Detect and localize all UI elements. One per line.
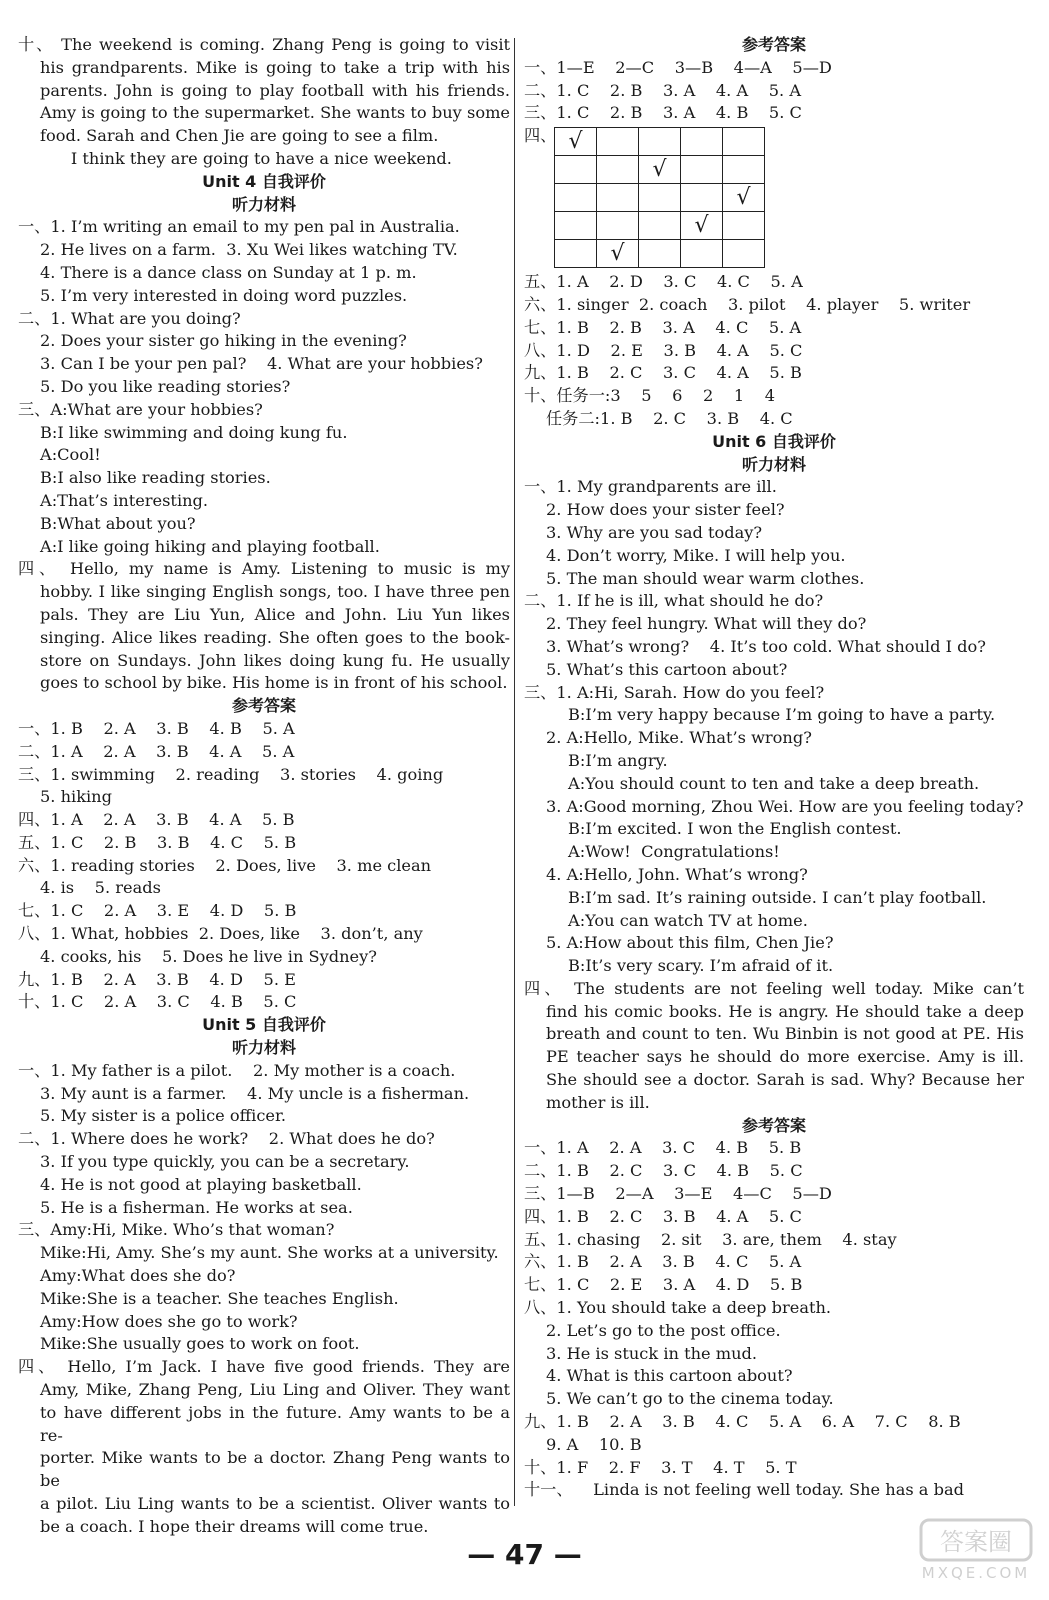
grid-cell bbox=[681, 128, 723, 156]
right-line: B:I’m excited. I won the English contest. bbox=[568, 819, 902, 839]
left-line: 5. My sister is a police officer. bbox=[40, 1106, 287, 1126]
checkmark-cell: √ bbox=[639, 156, 681, 184]
right-line: B:I’m angry. bbox=[568, 750, 668, 770]
answer-grid bbox=[554, 127, 765, 268]
section-heading: Unit 4 自我评价 bbox=[202, 171, 326, 191]
section-heading: 参考答案 bbox=[741, 35, 806, 54]
right-line: 九、1. B 2. C 3. C 4. A 5. B bbox=[524, 363, 802, 383]
right-line: 2. A:Hello, Mike. What’s wrong? bbox=[546, 728, 812, 748]
right-line: 九、1. B 2. A 3. B 4. C 5. A 6. A 7. C 8. B bbox=[524, 1412, 961, 1432]
right-line: 2. Let’s go to the post office. bbox=[546, 1320, 781, 1340]
checkmark-cell: √ bbox=[723, 184, 765, 212]
left-line: A:Cool! bbox=[40, 445, 101, 465]
grid-cell bbox=[639, 212, 681, 240]
grid-cell bbox=[597, 184, 639, 212]
grid-cell bbox=[681, 156, 723, 184]
right-line: 5. A:How about this film, Chen Jie? bbox=[546, 933, 834, 953]
right-line: 十一、 Linda is not feeling well today. She has a bad bbox=[524, 1480, 964, 1500]
left-line: B:I also like reading stories. bbox=[40, 468, 271, 488]
grid-cell bbox=[639, 128, 681, 156]
right-line: mother is ill. bbox=[546, 1092, 650, 1112]
left-line: Amy, Mike, Zhang Peng, Liu Ling and Oliver. They want bbox=[40, 1380, 510, 1400]
right-line: She should see a doctor. Sarah is sad. Why? Because her bbox=[546, 1070, 1024, 1090]
grid-cell bbox=[555, 212, 597, 240]
right-line: 三、1. C 2. B 3. A 4. B 5. C bbox=[524, 103, 802, 123]
left-line: pals. They are Liu Yun, Alice and John. Liu Yun likes bbox=[40, 604, 510, 624]
right-line: 三、1—B 2—A 3—E 4—C 5—D bbox=[524, 1184, 832, 1204]
grid-cell bbox=[723, 156, 765, 184]
svg-text:答案圈: 答案圈 bbox=[940, 1528, 1012, 1556]
left-line: 2. He lives on a farm. 3. Xu Wei likes watching TV. bbox=[40, 240, 458, 260]
right-line: 六、1. singer 2. coach 3. pilot 4. player 5. writer bbox=[524, 294, 971, 314]
right-line: 9. A 10. B bbox=[546, 1434, 642, 1454]
right-line: breath and count to ten. Wu Binbin is not good at PE. His bbox=[546, 1024, 1024, 1044]
right-line: 三、1. A:Hi, Sarah. How do you feel? bbox=[524, 682, 825, 702]
left-line: 二、1. Where does he work? 2. What does he do? bbox=[18, 1129, 435, 1149]
left-line: 七、1. C 2. A 3. E 4. D 5. B bbox=[18, 901, 297, 921]
right-line: 3. Why are you sad today? bbox=[546, 522, 763, 542]
right-line: 五、1. A 2. D 3. C 4. C 5. A bbox=[524, 272, 803, 292]
right-line: 4. What is this cartoon about? bbox=[546, 1366, 793, 1386]
section-heading: 听力材料 bbox=[231, 194, 296, 214]
page-number: — 47 — bbox=[467, 1538, 582, 1571]
grid-cell bbox=[681, 240, 723, 268]
left-line: 3. If you type quickly, you can be a secretary. bbox=[40, 1152, 410, 1172]
right-line: 一、1—E 2—C 3—B 4—A 5—D bbox=[524, 57, 832, 77]
left-line: 5. He is a fisherman. He works at sea. bbox=[40, 1197, 353, 1217]
right-line: 十、任务一:3 5 6 2 1 4 bbox=[524, 386, 776, 406]
grid-cell bbox=[555, 156, 597, 184]
left-line: 3. My aunt is a farmer. 4. My uncle is a fisherman. bbox=[40, 1083, 470, 1103]
left-line: 三、Amy:Hi, Mike. Who’s that woman? bbox=[18, 1220, 335, 1240]
grid-cell bbox=[639, 240, 681, 268]
right-line: 4. A:Hello, John. What’s wrong? bbox=[546, 864, 808, 884]
right-line: B:It’s very scary. I’m afraid of it. bbox=[568, 956, 834, 976]
right-top-answers bbox=[524, 34, 1024, 125]
section-heading: 参考答案 bbox=[231, 696, 296, 716]
right-bottom-answers bbox=[524, 271, 1024, 1502]
section-heading: 听力材料 bbox=[741, 454, 806, 474]
left-line: 八、1. What, hobbies 2. Does, like 3. don’t, any bbox=[18, 924, 423, 944]
right-line: 八、1. D 2. E 3. B 4. A 5. C bbox=[524, 340, 803, 360]
right-line: B:I’m very happy because I’m going to have a party. bbox=[568, 705, 996, 725]
left-line: goes to school by bike. His home is in front of his school. bbox=[40, 673, 508, 693]
left-line: Amy is going to the supermarket. She wants to buy some bbox=[40, 103, 510, 123]
right-line: 一、1. My grandparents are ill. bbox=[524, 477, 777, 497]
left-line: Mike:She usually goes to work on foot. bbox=[40, 1334, 360, 1354]
left-line: 二、1. A 2. A 3. B 4. A 5. A bbox=[18, 741, 295, 761]
grid-cell bbox=[723, 212, 765, 240]
left-line: 四、 Hello, my name is Amy. Listening to music is my bbox=[18, 559, 510, 579]
left-line: to have different jobs in the future. Amy wants to be a re- bbox=[40, 1402, 510, 1445]
grid-cell bbox=[681, 184, 723, 212]
left-line: A:I like going hiking and playing football. bbox=[40, 536, 380, 556]
left-line: Amy:How does she go to work? bbox=[40, 1311, 298, 1331]
left-line: store on Sundays. John likes doing kung fu. He usually bbox=[40, 650, 510, 670]
left-line: 四、1. A 2. A 3. B 4. A 5. B bbox=[18, 810, 295, 830]
right-line: A:Wow! Congratulations! bbox=[568, 842, 780, 862]
left-line: Mike:Hi, Amy. She’s my aunt. She works at a university. bbox=[40, 1243, 499, 1263]
grid-row bbox=[555, 240, 765, 268]
right-line: 六、1. B 2. A 3. B 4. C 5. A bbox=[524, 1252, 802, 1272]
left-line: 4. He is not good at playing basketball. bbox=[40, 1174, 362, 1194]
left-line: 4. cooks, his 5. Does he live in Sydney? bbox=[40, 946, 377, 966]
left-line: 二、1. What are you doing? bbox=[18, 308, 241, 328]
grid-cell bbox=[723, 240, 765, 268]
right-line: 2. How does your sister feel? bbox=[546, 500, 785, 520]
right-line: 任务二:1. B 2. C 3. B 4. C bbox=[546, 408, 793, 428]
grid-cell bbox=[723, 128, 765, 156]
right-line: 五、1. chasing 2. sit 3. are, them 4. stay bbox=[524, 1229, 897, 1249]
grid-cell bbox=[597, 128, 639, 156]
left-line: 4. is 5. reads bbox=[40, 878, 161, 898]
grid-cell bbox=[597, 156, 639, 184]
right-line: 4. Don’t worry, Mike. I will help you. bbox=[546, 545, 846, 565]
grid-cell bbox=[555, 184, 597, 212]
checkmark-cell: √ bbox=[681, 212, 723, 240]
left-line: I think they are going to have a nice weekend. bbox=[40, 148, 452, 168]
right-line: 四、 The students are not feeling well today. Mike can’t bbox=[524, 978, 1024, 998]
right-line: find his comic books. He is angry. He should take a deep bbox=[546, 1001, 1024, 1021]
left-line: 5. hiking bbox=[40, 787, 112, 807]
left-line: food. Sarah and Chen Jie are going to see a film. bbox=[40, 126, 439, 146]
section-heading: 听力材料 bbox=[231, 1038, 296, 1058]
left-line: 六、1. reading stories 2. Does, live 3. me clean bbox=[18, 855, 432, 875]
left-line: singing. Alice likes reading. She often goes to the book- bbox=[40, 627, 510, 647]
left-line: a pilot. Liu Ling wants to be a scientist. Oliver wants to bbox=[40, 1494, 510, 1513]
left-line: 三、1. swimming 2. reading 3. stories 4. going bbox=[18, 764, 444, 784]
right-line: 八、1. You should take a deep breath. bbox=[524, 1298, 832, 1318]
checkmark-cell: √ bbox=[555, 128, 597, 156]
left-line: 一、1. I’m writing an email to my pen pal in Australia. bbox=[18, 217, 460, 237]
grid-cell bbox=[597, 212, 639, 240]
right-line: 七、1. C 2. E 3. A 4. D 5. B bbox=[524, 1275, 803, 1295]
left-line: 一、1. My father is a pilot. 2. My mother is a coach. bbox=[18, 1060, 456, 1080]
left-line: 一、1. B 2. A 3. B 4. B 5. A bbox=[18, 718, 295, 738]
right-line: 二、1. C 2. B 3. A 4. A 5. A bbox=[524, 80, 802, 100]
right-line: B:I’m sad. It’s raining outside. I can’t play football. bbox=[568, 887, 987, 907]
svg-text:MXQE.COM: MXQE.COM bbox=[921, 1564, 1031, 1582]
left-line: porter. Mike wants to be a doctor. Zhang Peng wants to be bbox=[40, 1448, 510, 1491]
right-line: 七、1. B 2. B 3. A 4. C 5. A bbox=[524, 317, 802, 337]
left-line: parents. John is going to play football with his friends. bbox=[40, 80, 510, 100]
left-line: 十、 The weekend is coming. Zhang Peng is going to visit bbox=[18, 35, 510, 54]
grid-row bbox=[555, 212, 765, 240]
right-line: 3. He is stuck in the mud. bbox=[546, 1343, 758, 1363]
left-line: Amy:What does she do? bbox=[40, 1266, 236, 1286]
right-line: 二、1. If he is ill, what should he do? bbox=[524, 591, 824, 611]
left-line: 5. Do you like reading stories? bbox=[40, 376, 291, 396]
left-line: 四、 Hello, I’m Jack. I have five good friends. They are bbox=[18, 1357, 510, 1377]
right-line: 二、1. B 2. C 3. C 4. B 5. C bbox=[524, 1161, 803, 1181]
left-line: Mike:She is a teacher. She teaches English. bbox=[40, 1288, 399, 1308]
section-heading: 参考答案 bbox=[741, 1115, 806, 1135]
left-line: 3. Can I be your pen pal? 4. What are your hobbies? bbox=[40, 354, 483, 374]
left-line: B:What about you? bbox=[40, 513, 196, 533]
watermark-logo bbox=[917, 1514, 1035, 1584]
right-line: 5. The man should wear warm clothes. bbox=[546, 568, 865, 588]
right-line: 5. What’s this cartoon about? bbox=[546, 659, 788, 679]
left-line: 5. I’m very interested in doing word puzzles. bbox=[40, 285, 408, 305]
right-line: 3. A:Good morning, Zhou Wei. How are you feeling today? bbox=[546, 796, 1024, 816]
left-column bbox=[18, 34, 510, 1539]
right-line: 一、1. A 2. A 3. C 4. B 5. B bbox=[524, 1138, 802, 1158]
grid-row bbox=[555, 184, 765, 212]
grid-cell bbox=[639, 184, 681, 212]
checkmark-cell: √ bbox=[597, 240, 639, 268]
left-line: hobby. I like singing English songs, too. I have three pen bbox=[40, 582, 510, 602]
right-line: 5. We can’t go to the cinema today. bbox=[546, 1389, 834, 1409]
right-line: 2. They feel hungry. What will they do? bbox=[546, 614, 867, 634]
right-line: 3. What’s wrong? 4. It’s too cold. What should I do? bbox=[546, 636, 986, 656]
left-line: be a coach. I hope their dreams will come true. bbox=[40, 1516, 429, 1536]
grid-row bbox=[555, 128, 765, 156]
right-line: 十、1. F 2. F 3. T 4. T 5. T bbox=[524, 1457, 797, 1477]
left-line: 五、1. C 2. B 3. B 4. C 5. B bbox=[18, 832, 297, 852]
left-line: 4. There is a dance class on Sunday at 1 p. m. bbox=[40, 262, 417, 282]
left-line: 十、1. C 2. A 3. C 4. B 5. C bbox=[18, 992, 297, 1012]
grid-cell bbox=[555, 240, 597, 268]
section-heading: Unit 6 自我评价 bbox=[712, 431, 836, 451]
right-column bbox=[524, 34, 1024, 1502]
section-heading: Unit 5 自我评价 bbox=[202, 1015, 326, 1035]
grid-label: 四、 bbox=[524, 126, 557, 146]
answer-grid-block bbox=[524, 125, 1024, 271]
left-line: 九、1. B 2. A 3. B 4. D 5. E bbox=[18, 969, 296, 989]
grid-row bbox=[555, 156, 765, 184]
right-line: 四、1. B 2. C 3. B 4. A 5. C bbox=[524, 1206, 802, 1226]
right-line: A:You should count to ten and take a deep breath. bbox=[568, 773, 980, 793]
left-line: 2. Does your sister go hiking in the evening? bbox=[40, 331, 407, 351]
divider bbox=[514, 38, 515, 1506]
left-line: 三、A:What are your hobbies? bbox=[18, 399, 263, 419]
left-line: his grandparents. Mike is going to take a trip with his bbox=[40, 57, 510, 77]
left-line: B:I like swimming and doing kung fu. bbox=[40, 422, 348, 442]
right-line: A:You can watch TV at home. bbox=[568, 910, 808, 930]
left-line: A:That’s interesting. bbox=[40, 490, 209, 510]
right-line: PE teacher says he should do more exercise. Amy is ill. bbox=[546, 1047, 1024, 1067]
